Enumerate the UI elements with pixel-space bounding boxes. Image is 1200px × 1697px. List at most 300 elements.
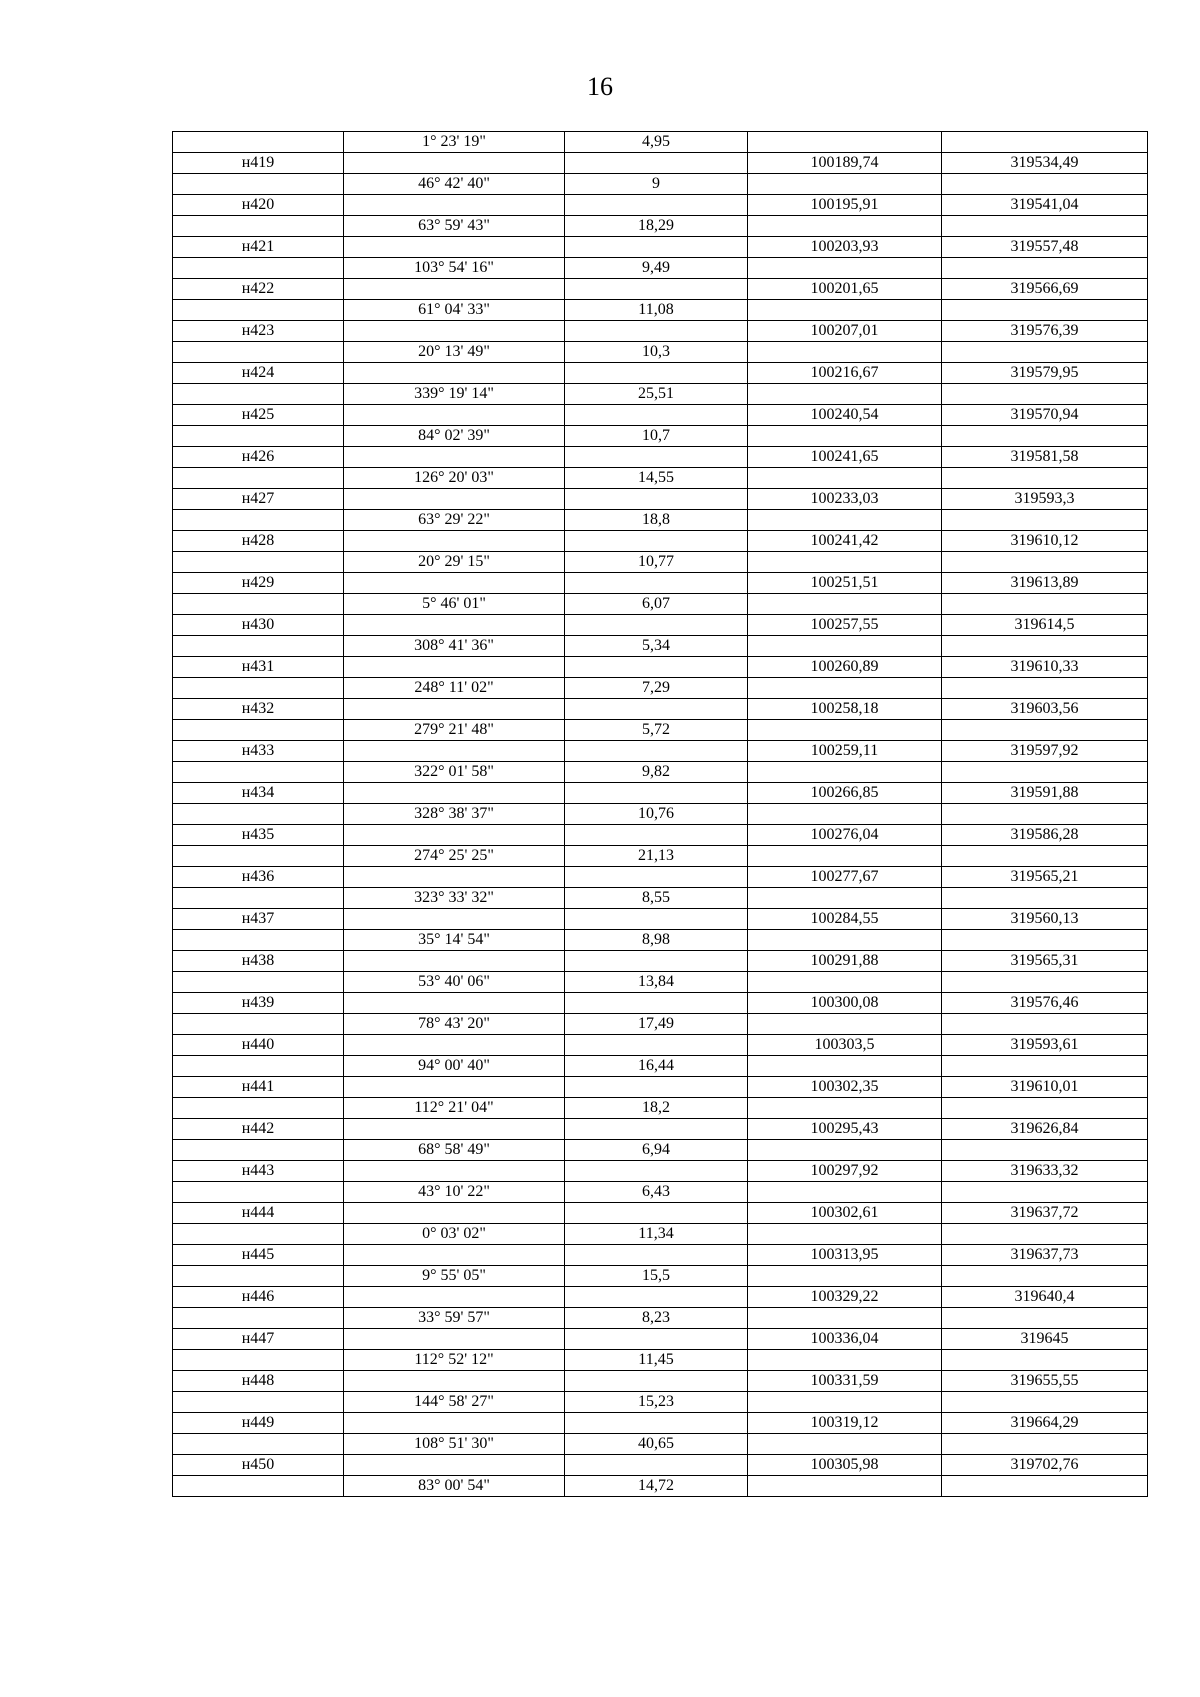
distance-cell	[565, 405, 748, 426]
y-coordinate-cell: 319534,49	[942, 153, 1148, 174]
point-name-cell: н440	[173, 1035, 344, 1056]
y-coordinate-cell	[942, 972, 1148, 993]
direction-angle-cell	[344, 867, 565, 888]
direction-angle-cell	[344, 531, 565, 552]
x-coordinate-cell: 100189,74	[748, 153, 942, 174]
y-coordinate-cell: 319640,4	[942, 1287, 1148, 1308]
y-coordinate-cell: 319557,48	[942, 237, 1148, 258]
x-coordinate-cell	[748, 510, 942, 531]
y-coordinate-cell: 319637,72	[942, 1203, 1148, 1224]
distance-cell	[565, 195, 748, 216]
x-coordinate-cell: 100201,65	[748, 279, 942, 300]
x-coordinate-cell: 100336,04	[748, 1329, 942, 1350]
table-row	[173, 342, 1148, 363]
point-name-cell: н423	[173, 321, 344, 342]
point-name-cell: н431	[173, 657, 344, 678]
x-coordinate-cell: 100258,18	[748, 699, 942, 720]
distance-cell: 4,95	[565, 132, 748, 153]
distance-cell	[565, 993, 748, 1014]
x-coordinate-cell	[748, 888, 942, 909]
distance-cell	[565, 825, 748, 846]
distance-cell	[565, 321, 748, 342]
x-coordinate-cell	[748, 972, 942, 993]
y-coordinate-cell	[942, 1350, 1148, 1371]
point-name-cell: н448	[173, 1371, 344, 1392]
point-name-cell: н441	[173, 1077, 344, 1098]
direction-angle-cell	[344, 489, 565, 510]
point-name-cell: н430	[173, 615, 344, 636]
table-row	[173, 888, 1148, 909]
x-coordinate-cell	[748, 678, 942, 699]
direction-angle-cell	[344, 993, 565, 1014]
table-row	[173, 1350, 1148, 1371]
point-name-cell	[173, 636, 344, 657]
y-coordinate-cell: 319610,01	[942, 1077, 1148, 1098]
direction-angle-cell	[344, 1203, 565, 1224]
table-row	[173, 258, 1148, 279]
table-row	[173, 321, 1148, 342]
point-name-cell	[173, 1224, 344, 1245]
table-row	[173, 573, 1148, 594]
point-name-cell: н449	[173, 1413, 344, 1434]
table-row	[173, 1371, 1148, 1392]
point-name-cell	[173, 930, 344, 951]
y-coordinate-cell	[942, 174, 1148, 195]
distance-cell: 9	[565, 174, 748, 195]
table-row	[173, 783, 1148, 804]
point-name-cell	[173, 216, 344, 237]
point-name-cell: н437	[173, 909, 344, 930]
table-row	[173, 552, 1148, 573]
y-coordinate-cell	[942, 300, 1148, 321]
x-coordinate-cell	[748, 174, 942, 195]
x-coordinate-cell: 100300,08	[748, 993, 942, 1014]
table-row	[173, 1308, 1148, 1329]
table-row	[173, 993, 1148, 1014]
y-coordinate-cell	[942, 1014, 1148, 1035]
table-row	[173, 846, 1148, 867]
point-name-cell	[173, 1266, 344, 1287]
distance-cell	[565, 1287, 748, 1308]
table-row	[173, 216, 1148, 237]
distance-cell: 13,84	[565, 972, 748, 993]
table-row	[173, 384, 1148, 405]
distance-cell	[565, 657, 748, 678]
distance-cell: 8,23	[565, 1308, 748, 1329]
table-row	[173, 447, 1148, 468]
y-coordinate-cell: 319541,04	[942, 195, 1148, 216]
table-row	[173, 132, 1148, 153]
x-coordinate-cell	[748, 1434, 942, 1455]
point-name-cell	[173, 720, 344, 741]
x-coordinate-cell: 100277,67	[748, 867, 942, 888]
direction-angle-cell: 63° 29' 22"	[344, 510, 565, 531]
x-coordinate-cell: 100266,85	[748, 783, 942, 804]
x-coordinate-cell	[748, 1056, 942, 1077]
table-row	[173, 1476, 1148, 1497]
point-name-cell	[173, 972, 344, 993]
y-coordinate-cell	[942, 132, 1148, 153]
point-name-cell: н444	[173, 1203, 344, 1224]
direction-angle-cell: 112° 52' 12"	[344, 1350, 565, 1371]
direction-angle-cell	[344, 153, 565, 174]
x-coordinate-cell: 100240,54	[748, 405, 942, 426]
direction-angle-cell: 274° 25' 25"	[344, 846, 565, 867]
x-coordinate-cell: 100302,61	[748, 1203, 942, 1224]
x-coordinate-cell	[748, 384, 942, 405]
direction-angle-cell	[344, 279, 565, 300]
point-name-cell	[173, 300, 344, 321]
point-name-cell	[173, 552, 344, 573]
distance-cell: 21,13	[565, 846, 748, 867]
table-row	[173, 1413, 1148, 1434]
y-coordinate-cell	[942, 510, 1148, 531]
distance-cell: 5,34	[565, 636, 748, 657]
distance-cell	[565, 741, 748, 762]
y-coordinate-cell: 319597,92	[942, 741, 1148, 762]
table-row	[173, 1392, 1148, 1413]
table-row	[173, 426, 1148, 447]
y-coordinate-cell	[942, 762, 1148, 783]
table-row	[173, 1245, 1148, 1266]
point-name-cell: н442	[173, 1119, 344, 1140]
point-name-cell	[173, 258, 344, 279]
x-coordinate-cell	[748, 594, 942, 615]
y-coordinate-cell	[942, 678, 1148, 699]
y-coordinate-cell: 319613,89	[942, 573, 1148, 594]
point-name-cell: н446	[173, 1287, 344, 1308]
table-row	[173, 636, 1148, 657]
point-name-cell	[173, 594, 344, 615]
x-coordinate-cell: 100331,59	[748, 1371, 942, 1392]
y-coordinate-cell: 319614,5	[942, 615, 1148, 636]
y-coordinate-cell: 319586,28	[942, 825, 1148, 846]
distance-cell: 10,76	[565, 804, 748, 825]
direction-angle-cell: 63° 59' 43"	[344, 216, 565, 237]
table-row	[173, 762, 1148, 783]
table-row	[173, 594, 1148, 615]
direction-angle-cell: 20° 13' 49"	[344, 342, 565, 363]
x-coordinate-cell: 100302,35	[748, 1077, 942, 1098]
point-name-cell	[173, 1056, 344, 1077]
y-coordinate-cell: 319566,69	[942, 279, 1148, 300]
x-coordinate-cell: 100241,65	[748, 447, 942, 468]
distance-cell: 14,72	[565, 1476, 748, 1497]
direction-angle-cell: 323° 33' 32"	[344, 888, 565, 909]
distance-cell	[565, 1203, 748, 1224]
distance-cell	[565, 1329, 748, 1350]
point-name-cell	[173, 804, 344, 825]
direction-angle-cell	[344, 1413, 565, 1434]
point-name-cell: н424	[173, 363, 344, 384]
distance-cell	[565, 1119, 748, 1140]
table-row	[173, 468, 1148, 489]
x-coordinate-cell: 100257,55	[748, 615, 942, 636]
x-coordinate-cell	[748, 720, 942, 741]
y-coordinate-cell	[942, 468, 1148, 489]
distance-cell	[565, 1413, 748, 1434]
table-row	[173, 1140, 1148, 1161]
point-name-cell: н429	[173, 573, 344, 594]
y-coordinate-cell	[942, 552, 1148, 573]
y-coordinate-cell	[942, 1434, 1148, 1455]
table-row	[173, 1266, 1148, 1287]
point-name-cell: н427	[173, 489, 344, 510]
table-row	[173, 867, 1148, 888]
table-row	[173, 531, 1148, 552]
coordinates-table-body	[173, 132, 1148, 1497]
table-row	[173, 720, 1148, 741]
table-row	[173, 972, 1148, 993]
x-coordinate-cell	[748, 762, 942, 783]
distance-cell	[565, 1245, 748, 1266]
y-coordinate-cell: 319633,32	[942, 1161, 1148, 1182]
page-number: 16	[587, 72, 613, 101]
x-coordinate-cell	[748, 342, 942, 363]
table-row	[173, 237, 1148, 258]
table-row	[173, 1014, 1148, 1035]
direction-angle-cell	[344, 1371, 565, 1392]
direction-angle-cell: 94° 00' 40"	[344, 1056, 565, 1077]
y-coordinate-cell	[942, 636, 1148, 657]
y-coordinate-cell	[942, 594, 1148, 615]
y-coordinate-cell: 319591,88	[942, 783, 1148, 804]
direction-angle-cell: 61° 04' 33"	[344, 300, 565, 321]
table-row	[173, 741, 1148, 762]
y-coordinate-cell: 319655,55	[942, 1371, 1148, 1392]
distance-cell	[565, 1455, 748, 1476]
distance-cell	[565, 1077, 748, 1098]
y-coordinate-cell	[942, 720, 1148, 741]
direction-angle-cell	[344, 699, 565, 720]
x-coordinate-cell	[748, 1140, 942, 1161]
direction-angle-cell	[344, 321, 565, 342]
point-name-cell: н433	[173, 741, 344, 762]
direction-angle-cell: 68° 58' 49"	[344, 1140, 565, 1161]
x-coordinate-cell	[748, 1308, 942, 1329]
table-row	[173, 1077, 1148, 1098]
y-coordinate-cell: 319579,95	[942, 363, 1148, 384]
point-name-cell	[173, 888, 344, 909]
direction-angle-cell	[344, 1245, 565, 1266]
y-coordinate-cell: 319576,46	[942, 993, 1148, 1014]
table-row	[173, 1056, 1148, 1077]
direction-angle-cell: 112° 21' 04"	[344, 1098, 565, 1119]
direction-angle-cell	[344, 657, 565, 678]
x-coordinate-cell	[748, 1098, 942, 1119]
table-row	[173, 195, 1148, 216]
direction-angle-cell	[344, 1119, 565, 1140]
table-row	[173, 1182, 1148, 1203]
direction-angle-cell	[344, 1329, 565, 1350]
point-name-cell	[173, 468, 344, 489]
x-coordinate-cell	[748, 216, 942, 237]
point-name-cell: н436	[173, 867, 344, 888]
distance-cell: 10,77	[565, 552, 748, 573]
y-coordinate-cell	[942, 342, 1148, 363]
y-coordinate-cell	[942, 1476, 1148, 1497]
table-row	[173, 510, 1148, 531]
x-coordinate-cell	[748, 636, 942, 657]
y-coordinate-cell	[942, 1182, 1148, 1203]
point-name-cell	[173, 1098, 344, 1119]
distance-cell: 10,3	[565, 342, 748, 363]
point-name-cell: н434	[173, 783, 344, 804]
table-row	[173, 174, 1148, 195]
distance-cell: 15,5	[565, 1266, 748, 1287]
direction-angle-cell	[344, 1077, 565, 1098]
table-row	[173, 1455, 1148, 1476]
x-coordinate-cell	[748, 258, 942, 279]
point-name-cell: н420	[173, 195, 344, 216]
table-row	[173, 657, 1148, 678]
point-name-cell: н422	[173, 279, 344, 300]
x-coordinate-cell: 100291,88	[748, 951, 942, 972]
direction-angle-cell	[344, 909, 565, 930]
x-coordinate-cell	[748, 426, 942, 447]
y-coordinate-cell	[942, 888, 1148, 909]
direction-angle-cell	[344, 825, 565, 846]
direction-angle-cell	[344, 951, 565, 972]
x-coordinate-cell	[748, 1392, 942, 1413]
direction-angle-cell	[344, 741, 565, 762]
y-coordinate-cell: 319664,29	[942, 1413, 1148, 1434]
distance-cell	[565, 909, 748, 930]
direction-angle-cell	[344, 195, 565, 216]
point-name-cell	[173, 174, 344, 195]
y-coordinate-cell: 319637,73	[942, 1245, 1148, 1266]
x-coordinate-cell: 100329,22	[748, 1287, 942, 1308]
x-coordinate-cell	[748, 300, 942, 321]
x-coordinate-cell: 100207,01	[748, 321, 942, 342]
point-name-cell: н425	[173, 405, 344, 426]
direction-angle-cell	[344, 783, 565, 804]
distance-cell: 5,72	[565, 720, 748, 741]
distance-cell	[565, 951, 748, 972]
direction-angle-cell: 248° 11' 02"	[344, 678, 565, 699]
x-coordinate-cell: 100303,5	[748, 1035, 942, 1056]
y-coordinate-cell: 319576,39	[942, 321, 1148, 342]
direction-angle-cell: 5° 46' 01"	[344, 594, 565, 615]
direction-angle-cell: 84° 02' 39"	[344, 426, 565, 447]
direction-angle-cell: 1° 23' 19"	[344, 132, 565, 153]
direction-angle-cell: 339° 19' 14"	[344, 384, 565, 405]
point-name-cell: н443	[173, 1161, 344, 1182]
y-coordinate-cell: 319645	[942, 1329, 1148, 1350]
x-coordinate-cell	[748, 1266, 942, 1287]
x-coordinate-cell	[748, 1182, 942, 1203]
y-coordinate-cell: 319702,76	[942, 1455, 1148, 1476]
x-coordinate-cell	[748, 1014, 942, 1035]
direction-angle-cell: 78° 43' 20"	[344, 1014, 565, 1035]
y-coordinate-cell	[942, 1056, 1148, 1077]
y-coordinate-cell	[942, 1266, 1148, 1287]
distance-cell: 25,51	[565, 384, 748, 405]
distance-cell: 16,44	[565, 1056, 748, 1077]
direction-angle-cell	[344, 1455, 565, 1476]
point-name-cell	[173, 1434, 344, 1455]
x-coordinate-cell: 100295,43	[748, 1119, 942, 1140]
x-coordinate-cell: 100313,95	[748, 1245, 942, 1266]
direction-angle-cell	[344, 573, 565, 594]
x-coordinate-cell	[748, 132, 942, 153]
x-coordinate-cell	[748, 552, 942, 573]
distance-cell: 9,82	[565, 762, 748, 783]
x-coordinate-cell: 100251,51	[748, 573, 942, 594]
distance-cell	[565, 699, 748, 720]
distance-cell: 18,29	[565, 216, 748, 237]
x-coordinate-cell: 100297,92	[748, 1161, 942, 1182]
point-name-cell	[173, 1392, 344, 1413]
direction-angle-cell: 322° 01' 58"	[344, 762, 565, 783]
point-name-cell	[173, 1014, 344, 1035]
distance-cell: 11,45	[565, 1350, 748, 1371]
x-coordinate-cell	[748, 1476, 942, 1497]
distance-cell: 15,23	[565, 1392, 748, 1413]
table-row	[173, 909, 1148, 930]
table-row	[173, 825, 1148, 846]
distance-cell: 18,2	[565, 1098, 748, 1119]
y-coordinate-cell	[942, 426, 1148, 447]
direction-angle-cell	[344, 615, 565, 636]
distance-cell: 17,49	[565, 1014, 748, 1035]
table-row	[173, 699, 1148, 720]
y-coordinate-cell	[942, 930, 1148, 951]
distance-cell	[565, 615, 748, 636]
y-coordinate-cell: 319626,84	[942, 1119, 1148, 1140]
direction-angle-cell: 144° 58' 27"	[344, 1392, 565, 1413]
point-name-cell	[173, 342, 344, 363]
y-coordinate-cell	[942, 1392, 1148, 1413]
direction-angle-cell	[344, 363, 565, 384]
distance-cell	[565, 1371, 748, 1392]
direction-angle-cell: 279° 21' 48"	[344, 720, 565, 741]
coordinates-table	[172, 131, 1148, 1497]
direction-angle-cell: 108° 51' 30"	[344, 1434, 565, 1455]
distance-cell	[565, 153, 748, 174]
distance-cell	[565, 867, 748, 888]
direction-angle-cell: 103° 54' 16"	[344, 258, 565, 279]
distance-cell	[565, 363, 748, 384]
direction-angle-cell: 46° 42' 40"	[344, 174, 565, 195]
point-name-cell: н445	[173, 1245, 344, 1266]
distance-cell: 14,55	[565, 468, 748, 489]
direction-angle-cell: 33° 59' 57"	[344, 1308, 565, 1329]
point-name-cell: н428	[173, 531, 344, 552]
distance-cell: 8,55	[565, 888, 748, 909]
direction-angle-cell	[344, 447, 565, 468]
y-coordinate-cell: 319610,33	[942, 657, 1148, 678]
direction-angle-cell: 35° 14' 54"	[344, 930, 565, 951]
point-name-cell	[173, 1308, 344, 1329]
table-row	[173, 1161, 1148, 1182]
x-coordinate-cell: 100276,04	[748, 825, 942, 846]
x-coordinate-cell: 100284,55	[748, 909, 942, 930]
direction-angle-cell: 53° 40' 06"	[344, 972, 565, 993]
table-row	[173, 279, 1148, 300]
table-row	[173, 804, 1148, 825]
table-row	[173, 300, 1148, 321]
distance-cell: 6,94	[565, 1140, 748, 1161]
point-name-cell: н432	[173, 699, 344, 720]
y-coordinate-cell: 319603,56	[942, 699, 1148, 720]
distance-cell	[565, 573, 748, 594]
y-coordinate-cell: 319565,31	[942, 951, 1148, 972]
point-name-cell	[173, 1476, 344, 1497]
point-name-cell	[173, 846, 344, 867]
direction-angle-cell: 308° 41' 36"	[344, 636, 565, 657]
table-row	[173, 1203, 1148, 1224]
